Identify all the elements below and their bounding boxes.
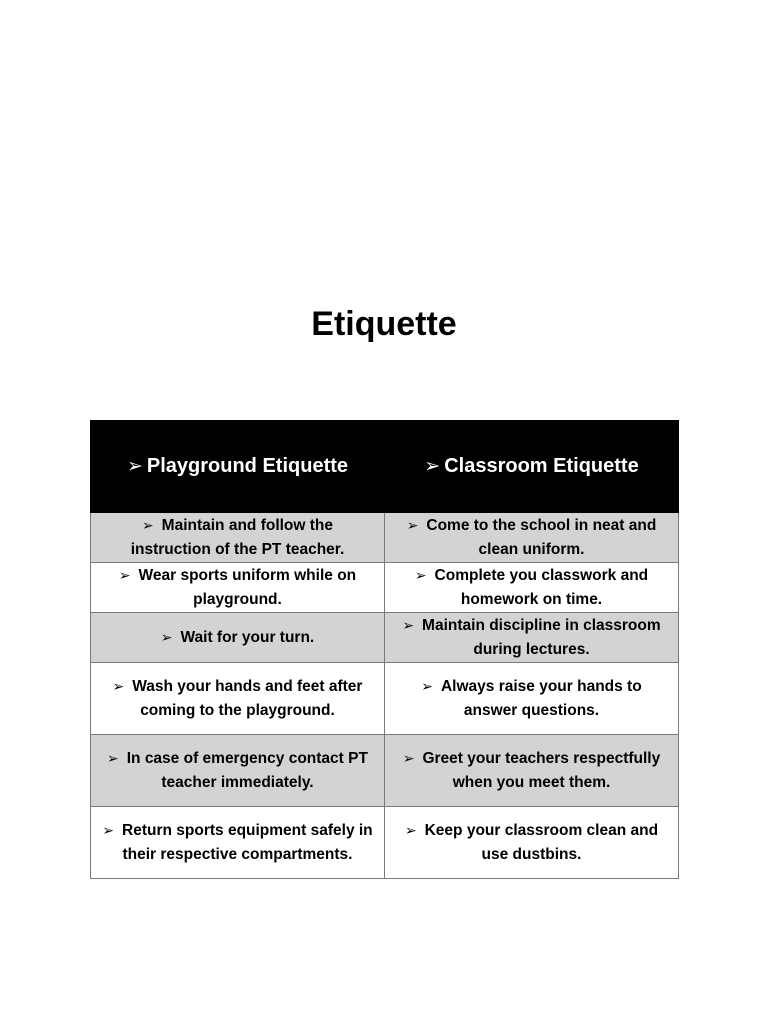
table-cell	[91, 563, 385, 613]
arrow-bullet-icon: ➢	[107, 750, 119, 766]
table-cell	[385, 513, 679, 563]
arrow-bullet-icon: ➢	[118, 567, 131, 583]
arrow-bullet-icon: ➢	[160, 629, 173, 645]
cell-text: Complete you classwork and homework on time.	[434, 567, 649, 608]
table-row	[91, 807, 679, 879]
arrow-bullet-icon: ➢	[102, 822, 115, 838]
arrow-bullet-icon: ➢	[402, 750, 415, 766]
table-cell	[385, 735, 679, 807]
table-cell	[385, 807, 679, 879]
table-row	[91, 613, 679, 663]
table-cell	[385, 563, 679, 613]
arrow-bullet-icon: ➢	[421, 678, 433, 694]
table-row	[91, 513, 679, 563]
cell-text: In case of emergency contact PT teacher immediately.	[126, 750, 368, 791]
table-header-row	[91, 421, 679, 513]
table-cell	[91, 735, 385, 807]
arrow-bullet-icon: ➢	[424, 456, 441, 477]
etiquette-table	[90, 420, 679, 879]
cell-text: Maintain discipline in classroom during lectures.	[422, 617, 661, 658]
cell-text: Wear sports uniform while on playground.	[138, 567, 357, 608]
arrow-bullet-icon: ➢	[141, 517, 154, 533]
header-label: Classroom Etiquette	[444, 455, 639, 477]
table-cell	[385, 613, 679, 663]
table-cell	[91, 513, 385, 563]
table-cell	[91, 663, 385, 735]
arrow-bullet-icon: ➢	[414, 567, 427, 583]
cell-text: Maintain and follow the instruction of the PT teacher.	[130, 517, 345, 558]
arrow-bullet-icon: ➢	[112, 678, 125, 694]
arrow-bullet-icon: ➢	[406, 517, 419, 533]
table-cell	[91, 807, 385, 879]
header-classroom-etiquette	[385, 421, 679, 513]
cell-text: Return sports equipment safely in their respective compartments.	[122, 822, 373, 863]
table-cell	[91, 613, 385, 663]
table-row	[91, 563, 679, 613]
arrow-bullet-icon: ➢	[404, 822, 417, 838]
cell-text: Keep your classroom clean and use dustbins.	[424, 822, 659, 863]
table-row	[91, 663, 679, 735]
cell-text: Come to the school in neat and clean uniform.	[426, 517, 657, 558]
page-title: Etiquette	[311, 305, 457, 343]
arrow-bullet-icon: ➢	[126, 456, 143, 477]
cell-text: Wait for your turn.	[180, 629, 315, 646]
header-playground-etiquette	[91, 421, 385, 513]
arrow-bullet-icon: ➢	[402, 617, 415, 633]
cell-text: Always raise your hands to answer questions.	[440, 678, 642, 719]
header-label: Playground Etiquette	[146, 455, 349, 477]
table-row	[91, 735, 679, 807]
cell-text: Greet your teachers respectfully when you meet them.	[422, 750, 661, 791]
table-cell	[385, 663, 679, 735]
cell-text: Wash your hands and feet after coming to the playground.	[132, 678, 363, 719]
